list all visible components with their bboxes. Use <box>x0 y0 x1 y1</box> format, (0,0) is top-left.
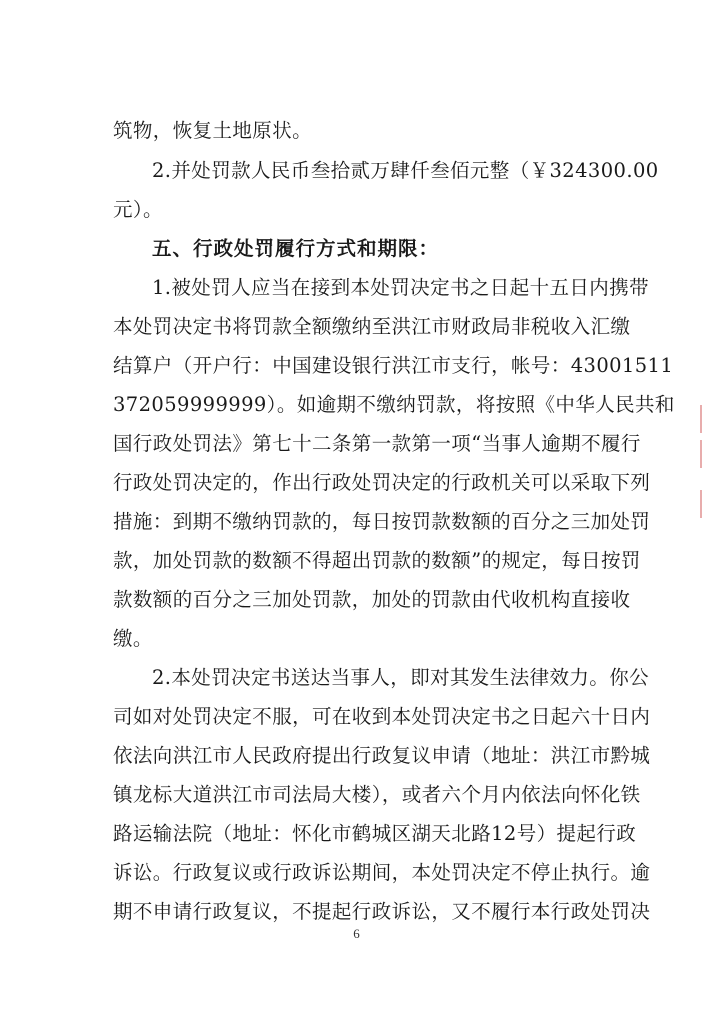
text-line: 司如对处罚决定不服，可在收到本处罚决定书之日起六十日内 <box>113 705 651 728</box>
section-heading: 五、行政处罚履行方式和期限： <box>152 237 440 260</box>
text-line: 诉讼。行政复议或行政诉讼期间，本处罚决定不停止执行。逾 <box>113 861 651 884</box>
seal-edge-mark <box>700 490 708 518</box>
text-line: 款，加处罚款的数额不得超出罚款的数额”的规定，每日按罚 <box>113 549 641 572</box>
text-line: 行政处罚决定的，作出行政处罚决定的行政机关可以采取下列 <box>113 471 651 494</box>
text-line: 镇龙标大道洪江市司法局大楼），或者六个月内依法向怀化铁 <box>113 783 641 806</box>
text-line: 1.被处罚人应当在接到本处罚决定书之日起十五日内携带 <box>152 276 650 299</box>
text-line: 元）。 <box>113 198 163 221</box>
text-line: 372059999999）。如逾期不缴纳罚款，将按照《中华人民共和 <box>113 393 675 416</box>
text-line: 路运输法院（地址：怀化市鹤城区湖天北路12号）提起行政 <box>113 822 637 845</box>
page-number: 6 <box>353 926 360 941</box>
text-line: 结算户（开户行：中国建设银行洪江市支行，帐号：43001511 <box>113 354 674 377</box>
text-line: 本处罚决定书将罚款全额缴纳至洪江市财政局非税收入汇缴 <box>113 315 631 338</box>
text-line: 款数额的百分之三加处罚款，加处的罚款由代收机构直接收 <box>113 588 631 611</box>
text-line: 国行政处罚法》第七十二条第一款第一项“当事人逾期不履行 <box>113 432 641 455</box>
text-line: 期不申请行政复议，不提起行政诉讼，又不履行本行政处罚决 <box>113 900 651 923</box>
text-line: 筑物，恢复土地原状。 <box>113 119 313 142</box>
text-line: 措施：到期不缴纳罚款的，每日按罚款数额的百分之三加处罚 <box>113 510 651 533</box>
seal-edge-mark <box>700 405 708 433</box>
text-line: 2.本处罚决定书送达当事人，即对其发生法律效力。你公 <box>152 666 650 689</box>
seal-edge-mark <box>700 440 708 468</box>
text-line: 2.并处罚款人民币叁拾贰万肆仟叁佰元整（￥324300.00 <box>152 159 659 182</box>
text-line: 缴。 <box>113 627 153 650</box>
text-line: 依法向洪江市人民政府提出行政复议申请（地址：洪江市黔城 <box>113 744 651 767</box>
